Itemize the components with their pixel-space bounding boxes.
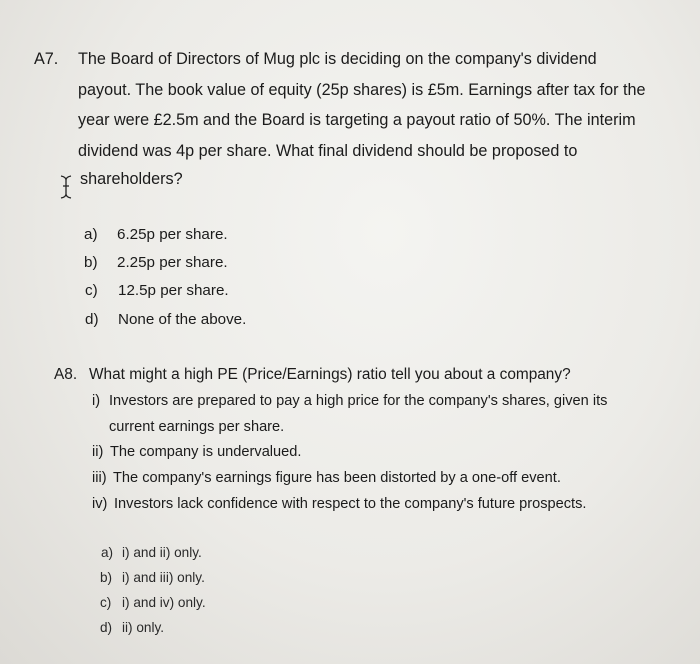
a8-option-d-letter: d) <box>100 620 113 635</box>
question-a7-line-3: year were £2.5m and the Board is targeting a payout ratio of 50%. The interim <box>78 111 636 129</box>
a7-option-a-text: 6.25p per share. <box>117 226 228 243</box>
question-a8-text: What might a high PE (Price/Earnings) ratio tell you about a company? <box>89 366 571 383</box>
a8-option-c-letter: c) <box>100 595 112 610</box>
a7-option-b-letter: b) <box>84 254 98 271</box>
a7-option-b-text: 2.25p per share. <box>117 254 228 271</box>
a8-option-b-letter: b) <box>100 570 113 585</box>
a8-statement-i-label: i) <box>92 393 101 409</box>
a7-option-a-letter: a) <box>84 226 98 243</box>
question-a7-number: A7. <box>34 50 59 68</box>
a8-option-d-text: ii) only. <box>122 620 165 635</box>
a8-option-c-text: i) and iv) only. <box>122 595 206 610</box>
question-a7-line-1: The Board of Directors of Mug plc is deciding on the company's dividend <box>78 50 597 68</box>
question-a8-number: A8. <box>54 366 78 383</box>
a8-statement-ii-label: ii) <box>92 444 104 460</box>
text-cursor-icon <box>59 174 73 200</box>
a7-option-d-letter: d) <box>85 311 99 328</box>
a8-statement-iii-label: iii) <box>92 470 107 486</box>
a8-option-b-text: i) and iii) only. <box>122 570 205 585</box>
question-a7-line-4: dividend was 4p per share. What final dividend should be proposed to <box>78 142 578 160</box>
question-a7-line-2: payout. The book value of equity (25p shares) is £5m. Earnings after tax for the <box>78 81 646 99</box>
a8-option-a-letter: a) <box>101 545 114 560</box>
a8-statement-iv-label: iv) <box>92 496 108 512</box>
question-a7-line-5: shareholders? <box>80 170 183 188</box>
a8-statement-ii-text: The company is undervalued. <box>110 444 302 460</box>
a7-option-c-letter: c) <box>85 282 98 299</box>
a7-option-d-text: None of the above. <box>118 311 247 328</box>
a8-statement-i-line-1: Investors are prepared to pay a high price for the company's shares, given its <box>109 393 608 409</box>
a8-statement-i-line-2: current earnings per share. <box>109 419 285 435</box>
a8-statement-iii-text: The company's earnings figure has been distorted by a one-off event. <box>113 470 561 486</box>
a8-option-a-text: i) and ii) only. <box>122 545 202 560</box>
a8-statement-iv-text: Investors lack confidence with respect to the company's future prospects. <box>114 496 587 512</box>
a7-option-c-text: 12.5p per share. <box>118 282 229 299</box>
